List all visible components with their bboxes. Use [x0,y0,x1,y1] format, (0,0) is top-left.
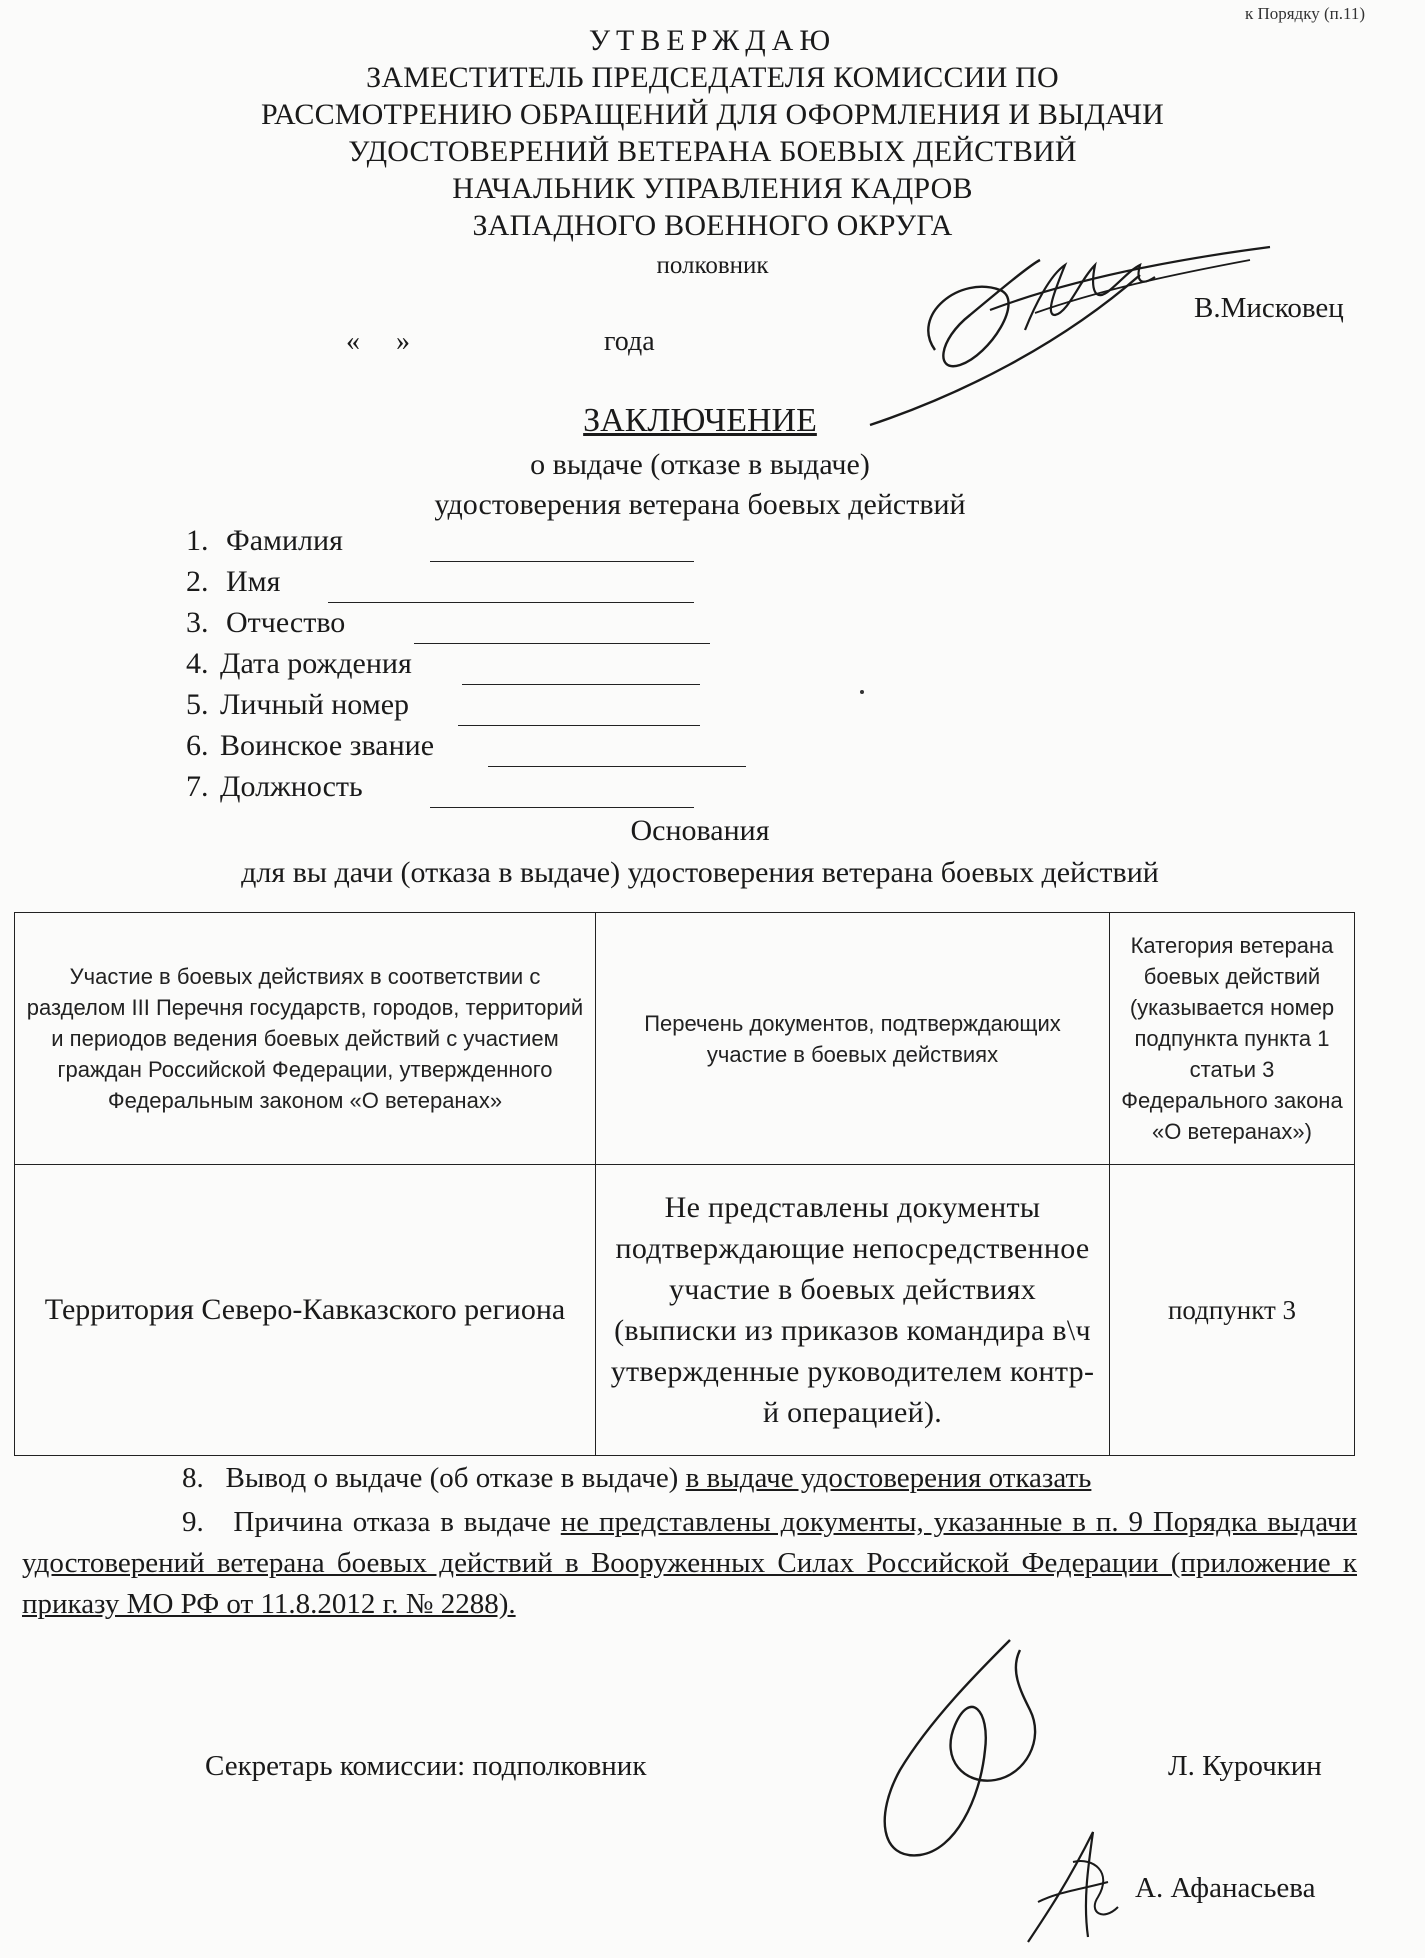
field-military-rank-blank [488,765,746,767]
document-subtitle: о выдаче (отказе в выдаче) [530,448,870,481]
document-subtitle: удостоверения ветерана боевых действий [434,488,966,521]
approver-line: РАССМОТРЕНИЮ ОБРАЩЕНИЙ ДЛЯ ОФОРМЛЕНИЯ И ВЫДАЧИ [260,98,1165,131]
approve-heading: УТВЕРЖДАЮ [588,24,837,57]
approver-line: ЗАПАДНОГО ВОЕННОГО ОКРУГА [472,209,953,242]
conclusion-value: в выдаче удостоверения отказать [685,1462,1092,1494]
scan-speck [860,690,864,694]
field-name: 2. Имя [186,565,281,598]
table-cell-territory: Территория Северо-Кавказского региона [15,1165,596,1456]
member-name: А. Афанасьева [1135,1872,1316,1904]
approver-name: В.Мисковец [1194,292,1344,324]
table-cell-category: подпункт 3 [1110,1165,1355,1456]
date-redacted [417,333,597,355]
document-reference: к Порядку (п.11) [1244,4,1365,23]
approval-date [346,326,655,358]
secretary-name: Л. Курочкин [1168,1750,1322,1782]
field-surname: 1. Фамилия [186,524,343,557]
field-personal-number-blank [458,724,700,726]
grounds-table [14,912,1355,1456]
secretary-signature [860,1630,1080,1870]
approver-rank: полковник [656,252,769,279]
table-header-documents: Перечень документов, подтверждающих участие в боевых действиях [596,913,1110,1165]
table-header-row [15,913,1355,1165]
grounds-subheading: для вы дачи (отказа в выдаче) удостоверения ветерана боевых действий [241,856,1159,889]
approver-line: ЗАМЕСТИТЕЛЬ ПРЕДСЕДАТЕЛЯ КОМИССИИ ПО [366,61,1059,94]
item-conclusion: 8. Вывод о выдаче (об отказе в выдаче) в выдаче удостоверения отказать [182,1462,1092,1494]
grounds-heading: Основания [630,814,770,847]
field-name-blank [328,601,694,603]
secretary-title: Секретарь комиссии: подполковник [205,1750,647,1782]
date-year-word: года [604,326,655,357]
table-header-participation: Участие в боевых действиях в соответствии с разделом III Перечня государств, городов, территорий и периодов ведения боевых действий с участием граждан Российской Федерации, утвержденного Федеральным законом «О ветеранах» [15,913,596,1165]
field-position-blank [430,806,694,808]
date-quote-open: « [346,326,360,357]
field-military-rank: 6. Воинское звание [186,729,435,762]
field-surname-blank [430,560,694,562]
field-personal-number: 5. Личный номер [186,688,410,721]
field-patronymic: 3. Отчество [186,606,346,639]
table-cell-documents: Не представлены документы подтверждающие непосредственное участие в боевых действиях (выписки из приказов командира в\ч утвержденные руководителем контр-й операцией). [596,1165,1110,1456]
refusal-reason-value: не представлены документы, указанные в п. 9 Порядка выдачи удостоверений ветерана боевых действий в Вооруженных Силах Российской Федерации (приложение к приказу МО РФ от 11.8.2012 г. № 2288). [22,1506,1358,1620]
member-signature [1018,1822,1128,1952]
field-birth-date: 4. Дата рождения [186,647,412,680]
date-quote-close: » [396,326,410,357]
table-row [15,1165,1355,1456]
field-birth-date-blank [462,683,700,685]
field-patronymic-blank [414,642,710,644]
approval-block [0,22,1425,244]
approver-line: НАЧАЛЬНИК УПРАВЛЕНИЯ КАДРОВ [452,172,973,205]
document-title: ЗАКЛЮЧЕНИЕ [583,402,817,439]
field-position: 7. Должность [186,770,363,803]
approver-line: УДОСТОВЕРЕНИЙ ВЕТЕРАНА БОЕВЫХ ДЕЙСТВИЙ [348,135,1077,168]
table-header-category: Категория ветерана боевых действий (указывается номер подпункта пункта 1 статьи 3 Федерального закона «О ветеранах») [1110,913,1355,1165]
item-refusal-reason: 9. Причина отказа в выдаче не представлены документы, указанные в п. 9 Порядка выдачи удостоверений ветерана боевых действий в Вооруженных Силах Российской Федерации (приложение к приказу МО РФ от 11.8.2012 г. № 2288). [22,1506,1358,1620]
